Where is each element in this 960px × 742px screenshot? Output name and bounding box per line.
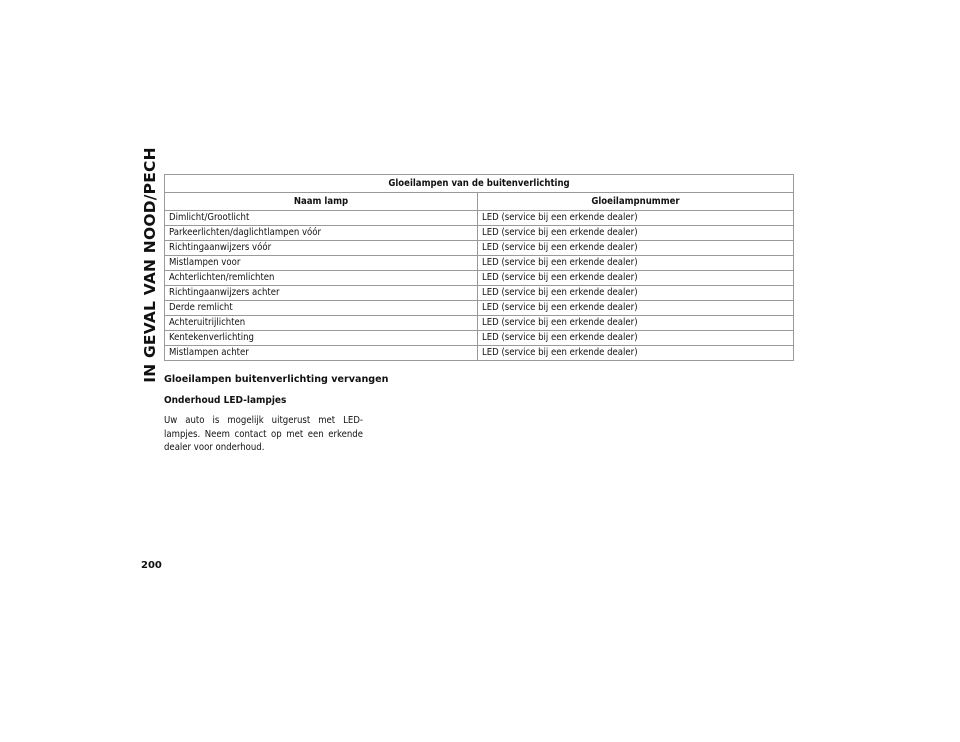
bulb-number-cell: LED (service bij een erkende dealer) <box>478 256 794 271</box>
table-row <box>165 211 794 226</box>
chapter-side-title <box>139 147 161 383</box>
lamp-name-cell: Kentekenverlichting <box>165 331 478 346</box>
lamp-name-cell: Dimlicht/Grootlicht <box>165 211 478 226</box>
lamp-name-cell: Mistlampen voor <box>165 256 478 271</box>
table-row <box>165 256 794 271</box>
lamp-name-cell: Achterlichten/remlichten <box>165 271 478 286</box>
table-row <box>165 241 794 256</box>
lamp-name-cell: Achteruitrijlichten <box>165 316 478 331</box>
exterior-bulbs-table <box>164 174 794 361</box>
table-row <box>165 346 794 361</box>
lamp-name-cell: Derde remlicht <box>165 301 478 316</box>
bulb-number-cell: LED (service bij een erkende dealer) <box>478 271 794 286</box>
table-row <box>165 301 794 316</box>
table-row <box>165 286 794 301</box>
lamp-name-cell: Parkeerlichten/daglichtlampen vóór <box>165 226 478 241</box>
table-row <box>165 271 794 286</box>
bulb-number-cell: LED (service bij een erkende dealer) <box>478 301 794 316</box>
sub-heading: Onderhoud LED-lampjes <box>164 395 287 406</box>
body-paragraph: Uw auto is mogelijk uitgerust met LED-lampjes. Neem contact op met een erkende dealer voor onderhoud. <box>164 415 363 453</box>
lamp-name-cell: Richtingaanwijzers achter <box>165 286 478 301</box>
bulb-number-cell: LED (service bij een erkende dealer) <box>478 226 794 241</box>
section-heading: Gloeilampen buitenverlichting vervangen <box>164 374 389 385</box>
table-title: Gloeilampen van de buitenverlichting <box>165 175 794 193</box>
bulb-number-cell: LED (service bij een erkende dealer) <box>478 211 794 226</box>
bulb-number-cell: LED (service bij een erkende dealer) <box>478 331 794 346</box>
bulb-number-cell: LED (service bij een erkende dealer) <box>478 346 794 361</box>
lamp-name-cell: Mistlampen achter <box>165 346 478 361</box>
table-row <box>165 226 794 241</box>
table-row <box>165 331 794 346</box>
bulb-number-cell: LED (service bij een erkende dealer) <box>478 286 794 301</box>
lamp-name-cell: Richtingaanwijzers vóór <box>165 241 478 256</box>
page-number: 200 <box>141 560 162 571</box>
bulb-number-cell: LED (service bij een erkende dealer) <box>478 241 794 256</box>
column-header-bulb-number: Gloeilampnummer <box>478 193 794 211</box>
chapter-side-title-text: IN GEVAL VAN NOOD/PECH <box>141 147 160 383</box>
table-row <box>165 316 794 331</box>
bulb-number-cell: LED (service bij een erkende dealer) <box>478 316 794 331</box>
column-header-lamp-name: Naam lamp <box>165 193 478 211</box>
